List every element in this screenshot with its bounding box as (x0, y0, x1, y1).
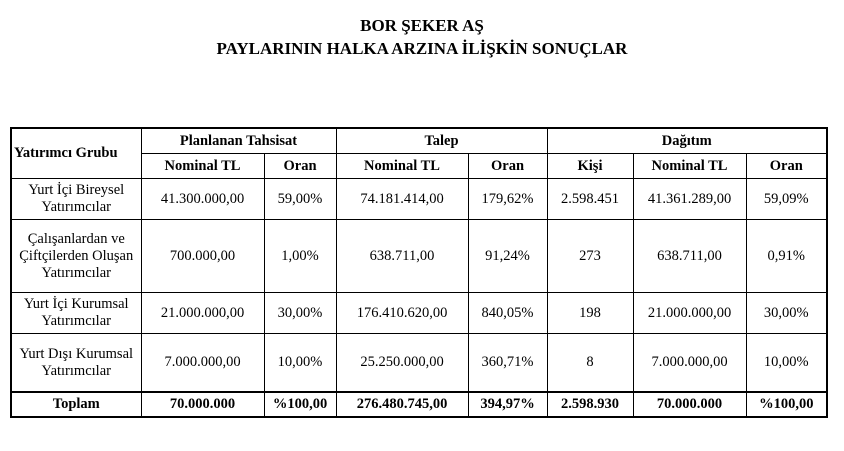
planned-ratio-cell: 1,00% (264, 220, 336, 293)
public-offering-results-table (10, 127, 828, 418)
persons-cell: 2.598.451 (547, 179, 633, 220)
total-planned-nominal: 70.000.000 (141, 392, 264, 417)
dist-nominal-cell: 21.000.000,00 (633, 293, 746, 334)
total-label: Toplam (11, 392, 141, 417)
persons-cell: 198 (547, 293, 633, 334)
demand-ratio-cell: 360,71% (468, 334, 547, 393)
persons-cell: 8 (547, 334, 633, 393)
total-demand-ratio: 394,97% (468, 392, 547, 417)
persons-cell: 273 (547, 220, 633, 293)
demand-ratio-cell: 840,05% (468, 293, 547, 334)
planned-ratio-cell: 30,00% (264, 293, 336, 334)
dist-ratio-cell: 30,00% (746, 293, 827, 334)
table-row (11, 293, 827, 334)
planned-nominal-cell: 41.300.000,00 (141, 179, 264, 220)
total-persons: 2.598.930 (547, 392, 633, 417)
demand-ratio-cell: 91,24% (468, 220, 547, 293)
demand-nominal-cell: 25.250.000,00 (336, 334, 468, 393)
total-planned-ratio: %100,00 (264, 392, 336, 417)
row-label: Yurt Dışı Kurumsal Yatırımcılar (11, 334, 141, 393)
demand-ratio-cell: 179,62% (468, 179, 547, 220)
total-dist-ratio: %100,00 (746, 392, 827, 417)
total-row (11, 392, 827, 417)
header-demand: Talep (336, 128, 547, 154)
header-planned-nominal: Nominal TL (141, 154, 264, 179)
demand-nominal-cell: 74.181.414,00 (336, 179, 468, 220)
dist-ratio-cell: 0,91% (746, 220, 827, 293)
table-row (11, 179, 827, 220)
header-dist-ratio: Oran (746, 154, 827, 179)
header-dist-persons: Kişi (547, 154, 633, 179)
dist-ratio-cell: 59,09% (746, 179, 827, 220)
total-demand-nominal: 276.480.745,00 (336, 392, 468, 417)
dist-ratio-cell: 10,00% (746, 334, 827, 393)
header-planned-ratio: Oran (264, 154, 336, 179)
planned-nominal-cell: 21.000.000,00 (141, 293, 264, 334)
document-title: BOR ŞEKER AŞ (360, 16, 484, 35)
header-demand-ratio: Oran (468, 154, 547, 179)
header-planned-allocation: Planlanan Tahsisat (141, 128, 336, 154)
planned-nominal-cell: 7.000.000,00 (141, 334, 264, 393)
dist-nominal-cell: 638.711,00 (633, 220, 746, 293)
header-investor-group: Yatırımcı Grubu (11, 128, 141, 179)
table-row (11, 334, 827, 393)
total-dist-nominal: 70.000.000 (633, 392, 746, 417)
row-label: Yurt İçi Kurumsal Yatırımcılar (11, 293, 141, 334)
document-subtitle: PAYLARININ HALKA ARZINA İLİŞKİN SONUÇLAR (216, 39, 628, 58)
dist-nominal-cell: 7.000.000,00 (633, 334, 746, 393)
planned-ratio-cell: 10,00% (264, 334, 336, 393)
dist-nominal-cell: 41.361.289,00 (633, 179, 746, 220)
header-dist-nominal: Nominal TL (633, 154, 746, 179)
header-distribution: Dağıtım (547, 128, 827, 154)
header-demand-nominal: Nominal TL (336, 154, 468, 179)
row-label: Yurt İçi Bireysel Yatırımcılar (11, 179, 141, 220)
planned-nominal-cell: 700.000,00 (141, 220, 264, 293)
planned-ratio-cell: 59,00% (264, 179, 336, 220)
demand-nominal-cell: 638.711,00 (336, 220, 468, 293)
header-row-groups (11, 128, 827, 154)
demand-nominal-cell: 176.410.620,00 (336, 293, 468, 334)
table-row (11, 220, 827, 293)
row-label: Çalışanlardan ve Çiftçilerden Oluşan Yatırımcılar (11, 220, 141, 293)
